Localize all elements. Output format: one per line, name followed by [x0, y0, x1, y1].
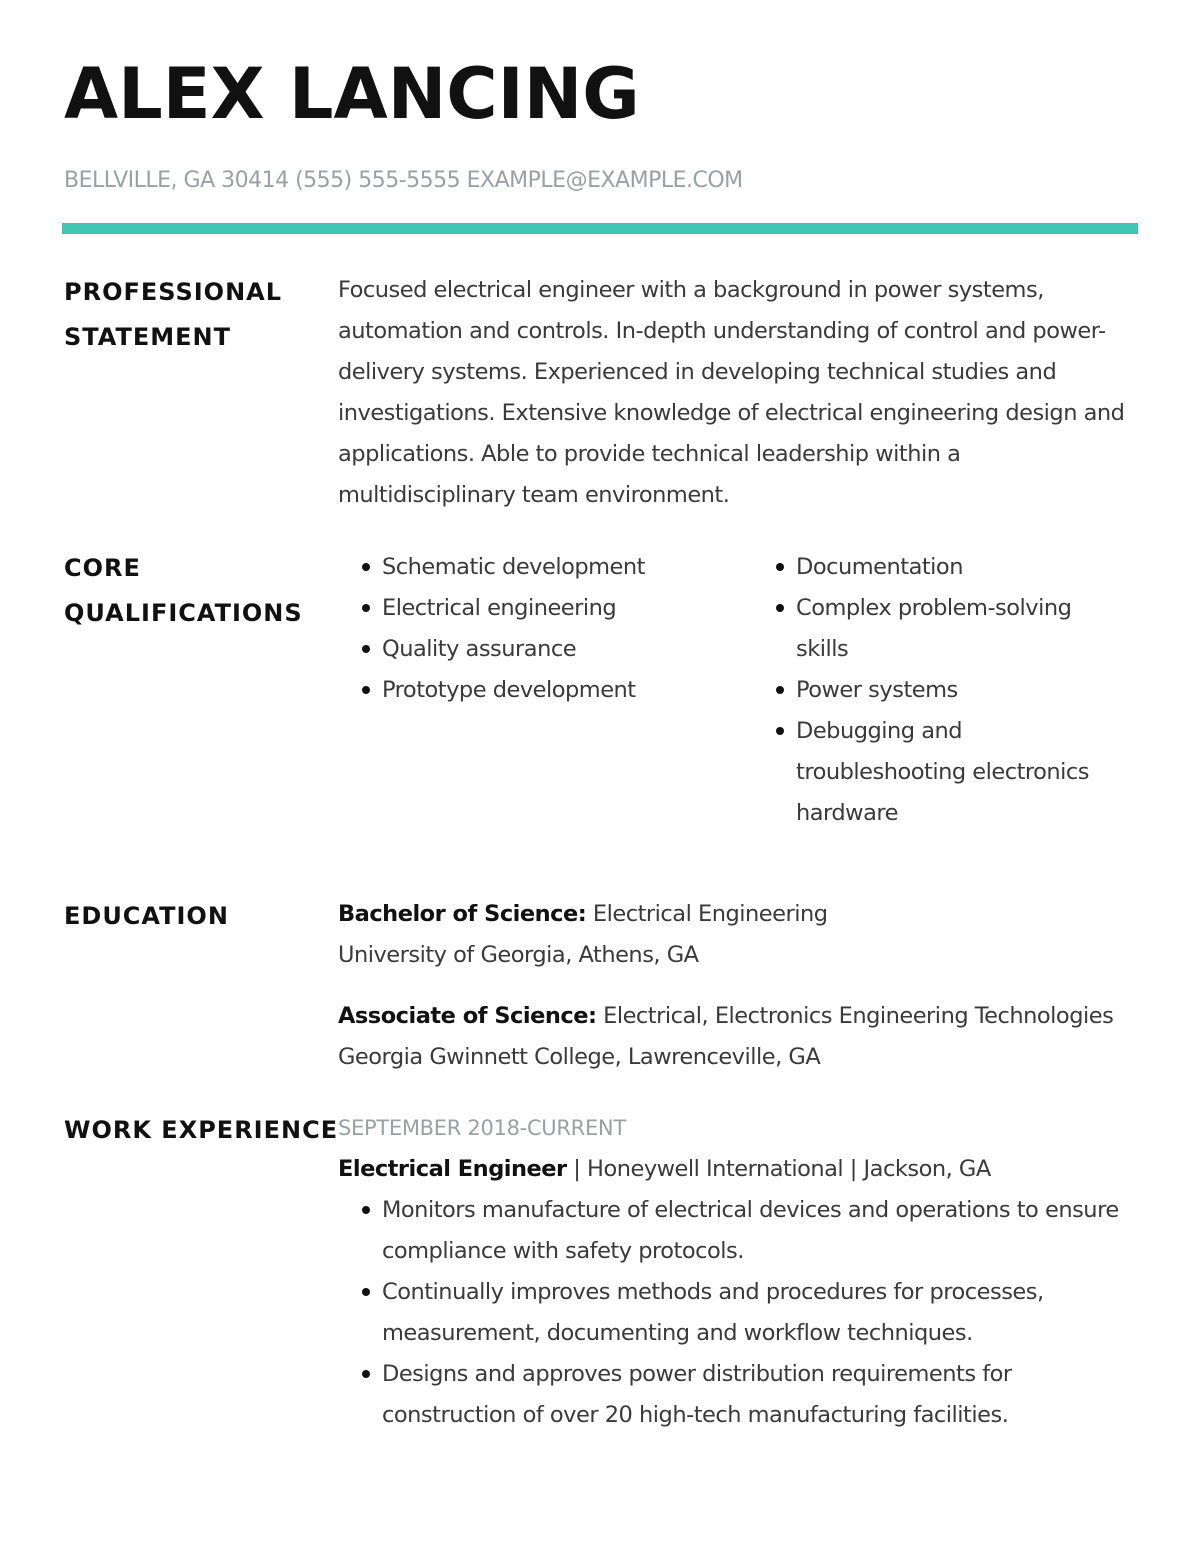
list-item: Debugging and troubleshooting electronics hardware — [774, 711, 1114, 834]
list-item: Power systems — [774, 670, 1114, 711]
candidate-name: ALEX LANCING — [64, 53, 640, 135]
qualifications-column-1 — [360, 547, 740, 711]
education-entry — [338, 894, 1158, 976]
job-dates: SEPTEMBER 2018-CURRENT — [338, 1116, 626, 1140]
section-title-core-qualifications — [64, 546, 303, 636]
degree-field: Electrical Engineering — [586, 901, 828, 927]
section-title-line: STATEMENT — [64, 323, 232, 351]
section-title-line: CORE — [64, 554, 141, 582]
list-item: Documentation — [774, 547, 1114, 588]
list-item: Electrical engineering — [360, 588, 740, 629]
section-title-work-experience: WORK EXPERIENCE — [64, 1116, 339, 1144]
school-name: University of Georgia, Athens, GA — [338, 942, 699, 968]
job-heading — [338, 1149, 991, 1190]
section-title-education: EDUCATION — [64, 902, 229, 930]
header-divider — [62, 223, 1138, 234]
list-item: Designs and approves power distribution requirements for construction of over 20 high-tech manufacturing facilities. — [360, 1354, 1120, 1436]
degree-line — [338, 894, 1158, 935]
education-entry — [338, 996, 1158, 1078]
list-item: Schematic development — [360, 547, 740, 588]
job-details: | Honeywell International | Jackson, GA — [566, 1156, 991, 1182]
degree-field: Electrical, Electronics Engineering Technologies — [596, 1003, 1114, 1029]
list-item: Quality assurance — [360, 629, 740, 670]
list-item: Complex problem-solving skills — [774, 588, 1114, 670]
section-title-professional-statement — [64, 270, 282, 360]
contact-line: BELLVILLE, GA 30414 (555) 555-5555 EXAMPLE@EXAMPLE.COM — [64, 168, 743, 193]
professional-statement-text: Focused electrical engineer with a background in power systems, automation and controls. In-depth understanding of control and power-delivery systems. Experienced in developing technical studies and investigations. Extensive knowledge of electrical engineering design and applications. Able to provide technical leadership within a multidisciplinary team environment. — [338, 277, 1125, 508]
job-title: Electrical Engineer — [338, 1156, 567, 1182]
degree-name: Associate of Science: — [338, 1003, 597, 1029]
section-title-line: QUALIFICATIONS — [64, 599, 303, 627]
qualifications-column-2 — [774, 547, 1114, 834]
section-title-line: PROFESSIONAL — [64, 278, 283, 306]
school-name: Georgia Gwinnett College, Lawrenceville, GA — [338, 1044, 821, 1070]
list-item: Monitors manufacture of electrical devices and operations to ensure compliance with safety protocols. — [360, 1190, 1120, 1272]
degree-line — [338, 996, 1158, 1037]
job-duties-list — [360, 1190, 1120, 1436]
list-item: Prototype development — [360, 670, 740, 711]
list-item: Continually improves methods and procedures for processes, measurement, documenting and workflow techniques. — [360, 1272, 1120, 1354]
degree-name: Bachelor of Science: — [338, 901, 587, 927]
